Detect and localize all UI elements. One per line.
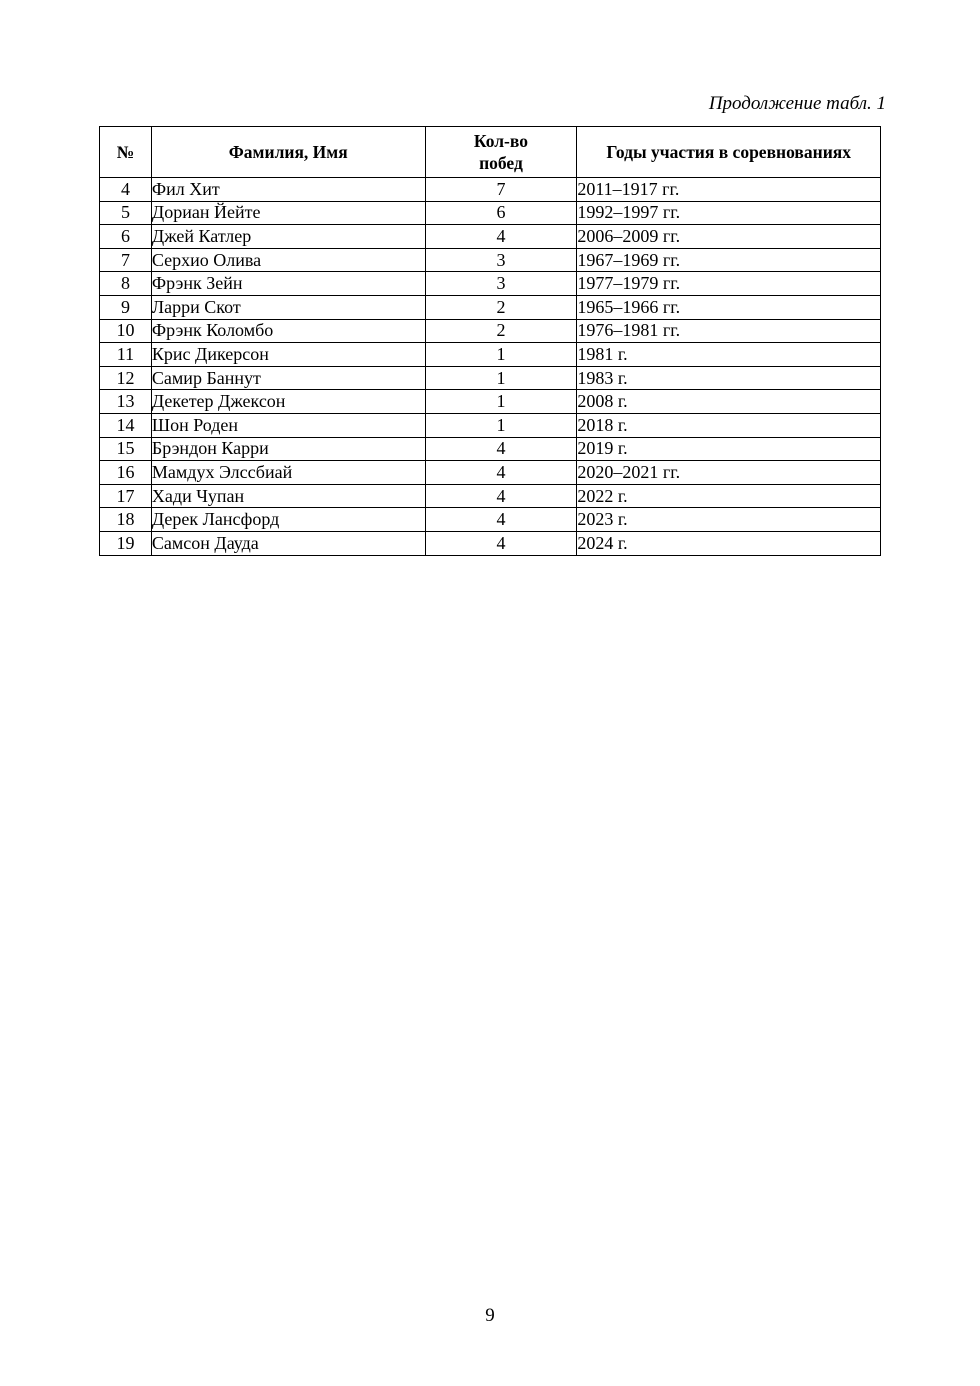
cell-wins: 4 <box>425 508 577 532</box>
table-row <box>100 248 881 272</box>
cell-name: Крис Дикерсон <box>151 343 425 367</box>
cell-name: Брэндон Карри <box>151 437 425 461</box>
cell-wins: 4 <box>425 461 577 485</box>
table-row <box>100 461 881 485</box>
cell-number: 11 <box>100 343 152 367</box>
cell-number: 12 <box>100 366 152 390</box>
table-row <box>100 437 881 461</box>
cell-name: Декетер Джексон <box>151 390 425 414</box>
cell-years: 1983 г. <box>577 366 881 390</box>
cell-years: 2024 г. <box>577 531 881 555</box>
cell-years: 2006–2009 гг. <box>577 225 881 249</box>
cell-number: 10 <box>100 319 152 343</box>
header-wins-line2: побед <box>479 153 523 173</box>
cell-wins: 4 <box>425 484 577 508</box>
cell-years: 1976–1981 гг. <box>577 319 881 343</box>
cell-wins: 2 <box>425 319 577 343</box>
cell-name: Хади Чупан <box>151 484 425 508</box>
cell-name: Фрэнк Коломбо <box>151 319 425 343</box>
cell-years: 2020–2021 гг. <box>577 461 881 485</box>
cell-name: Мамдух Элссбиай <box>151 461 425 485</box>
cell-name: Ларри Скот <box>151 295 425 319</box>
header-wins <box>425 127 577 178</box>
cell-name: Самир Баннут <box>151 366 425 390</box>
cell-name: Самсон Дауда <box>151 531 425 555</box>
cell-wins: 6 <box>425 201 577 225</box>
cell-number: 18 <box>100 508 152 532</box>
table-row <box>100 390 881 414</box>
cell-name: Дерек Лансфорд <box>151 508 425 532</box>
cell-number: 9 <box>100 295 152 319</box>
cell-name: Фил Хит <box>151 178 425 202</box>
header-years: Годы участия в соревнованиях <box>577 127 881 178</box>
header-name: Фамилия, Имя <box>151 127 425 178</box>
table-row <box>100 484 881 508</box>
winners-table <box>99 126 881 556</box>
table-row <box>100 413 881 437</box>
cell-wins: 4 <box>425 437 577 461</box>
cell-name: Фрэнк Зейн <box>151 272 425 296</box>
cell-wins: 7 <box>425 178 577 202</box>
cell-years: 2019 г. <box>577 437 881 461</box>
cell-number: 5 <box>100 201 152 225</box>
cell-number: 6 <box>100 225 152 249</box>
cell-wins: 4 <box>425 225 577 249</box>
cell-name: Джей Катлер <box>151 225 425 249</box>
cell-wins: 1 <box>425 390 577 414</box>
cell-years: 2018 г. <box>577 413 881 437</box>
table-row <box>100 201 881 225</box>
page-number: 9 <box>485 1305 495 1326</box>
cell-years: 2008 г. <box>577 390 881 414</box>
cell-number: 4 <box>100 178 152 202</box>
cell-number: 14 <box>100 413 152 437</box>
cell-years: 1965–1966 гг. <box>577 295 881 319</box>
cell-years: 1967–1969 гг. <box>577 248 881 272</box>
header-number: № <box>100 127 152 178</box>
cell-number: 19 <box>100 531 152 555</box>
cell-years: 2023 г. <box>577 508 881 532</box>
cell-name: Серхио Олива <box>151 248 425 272</box>
cell-name: Шон Роден <box>151 413 425 437</box>
header-row <box>100 127 881 178</box>
cell-number: 15 <box>100 437 152 461</box>
table-continuation-label: Продолжение табл. 1 <box>708 93 886 114</box>
cell-number: 16 <box>100 461 152 485</box>
table-row <box>100 272 881 296</box>
table-row <box>100 366 881 390</box>
header-wins-line1: Кол-во <box>473 131 528 151</box>
cell-number: 8 <box>100 272 152 296</box>
table-body <box>100 178 881 556</box>
cell-name: Дориан Йейте <box>151 201 425 225</box>
cell-years: 2022 г. <box>577 484 881 508</box>
cell-wins: 2 <box>425 295 577 319</box>
cell-wins: 1 <box>425 413 577 437</box>
table-row <box>100 319 881 343</box>
cell-years: 1977–1979 гг. <box>577 272 881 296</box>
cell-years: 1981 г. <box>577 343 881 367</box>
cell-wins: 3 <box>425 272 577 296</box>
cell-wins: 1 <box>425 366 577 390</box>
cell-number: 17 <box>100 484 152 508</box>
cell-years: 1992–1997 гг. <box>577 201 881 225</box>
cell-wins: 4 <box>425 531 577 555</box>
cell-number: 13 <box>100 390 152 414</box>
table-row <box>100 295 881 319</box>
table-row <box>100 508 881 532</box>
table-row <box>100 343 881 367</box>
table-row <box>100 178 881 202</box>
table-row <box>100 225 881 249</box>
cell-wins: 3 <box>425 248 577 272</box>
cell-number: 7 <box>100 248 152 272</box>
table-row <box>100 531 881 555</box>
cell-wins: 1 <box>425 343 577 367</box>
table-header <box>100 127 881 178</box>
cell-years: 2011–1917 гг. <box>577 178 881 202</box>
